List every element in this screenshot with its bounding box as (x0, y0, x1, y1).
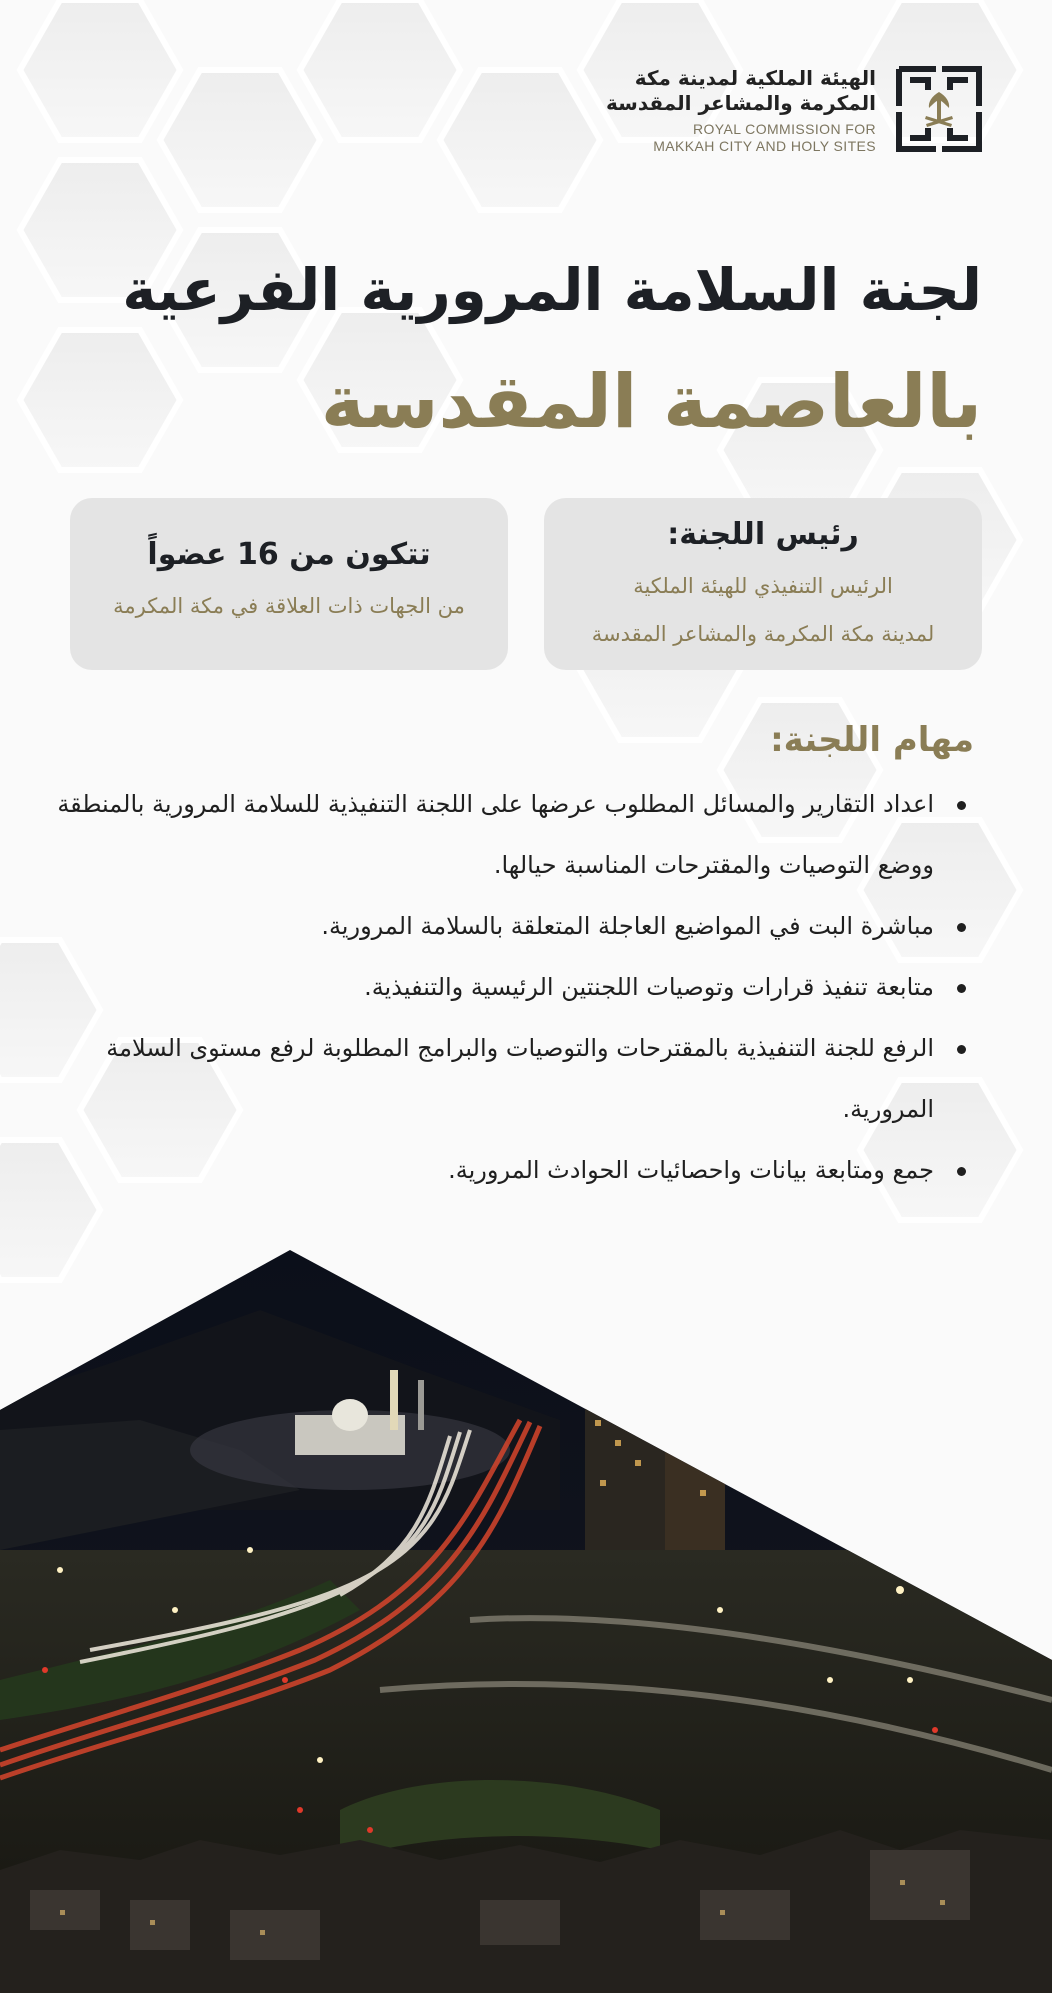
makkah-night-highway-photo (0, 1250, 1052, 1993)
committee-members-card (70, 498, 508, 670)
list-item: متابعة تنفيذ قرارات وتوصيات اللجنتين الرئيسية والتنفيذية. (54, 957, 974, 1018)
logo-english-line-1: ROYAL COMMISSION FOR (692, 121, 876, 137)
organization-logo (576, 66, 982, 155)
list-item: اعداد التقارير والمسائل المطلوب عرضها على اللجنة التنفيذية للسلامة المرورية بالمنطقة ووضع التوصيات والمقترحات المناسبة حيالها. (54, 774, 974, 896)
list-item: جمع ومتابعة بيانات واحصائيات الحوادث المرورية. (54, 1140, 974, 1201)
logo-wordmark (576, 66, 876, 155)
chair-card-line-1: الرئيس التنفيذي للهيئة الملكية (633, 574, 893, 598)
page-title: لجنة السلامة المرورية الفرعية (122, 256, 982, 324)
logo-english-line-2: MAKKAH CITY AND HOLY SITES (653, 138, 876, 154)
committee-chair-card (544, 498, 982, 670)
tasks-heading: مهام اللجنة: (770, 720, 974, 760)
list-item: الرفع للجنة التنفيذية بالمقترحات والتوصيات والبرامج المطلوبة لرفع مستوى السلامة المرورية. (54, 1018, 974, 1140)
logo-kufic-mark-icon (896, 66, 982, 152)
logo-arabic-line-1: الهيئة الملكية لمدينة مكة (634, 66, 876, 90)
chair-card-title: رئيس اللجنة: (667, 517, 859, 552)
logo-arabic-line-2: المكرمة والمشاعر المقدسة (606, 91, 876, 115)
chair-card-line-2: لمدينة مكة المكرمة والمشاعر المقدسة (591, 622, 935, 646)
members-card-line-1: من الجهات ذات العلاقة في مكة المكرمة (113, 594, 465, 618)
tasks-list (54, 774, 974, 1201)
members-card-title: تتكون من 16 عضواً (147, 537, 431, 572)
list-item: مباشرة البت في المواضيع العاجلة المتعلقة بالسلامة المرورية. (54, 896, 974, 957)
page-subtitle: بالعاصمة المقدسة (320, 359, 982, 445)
